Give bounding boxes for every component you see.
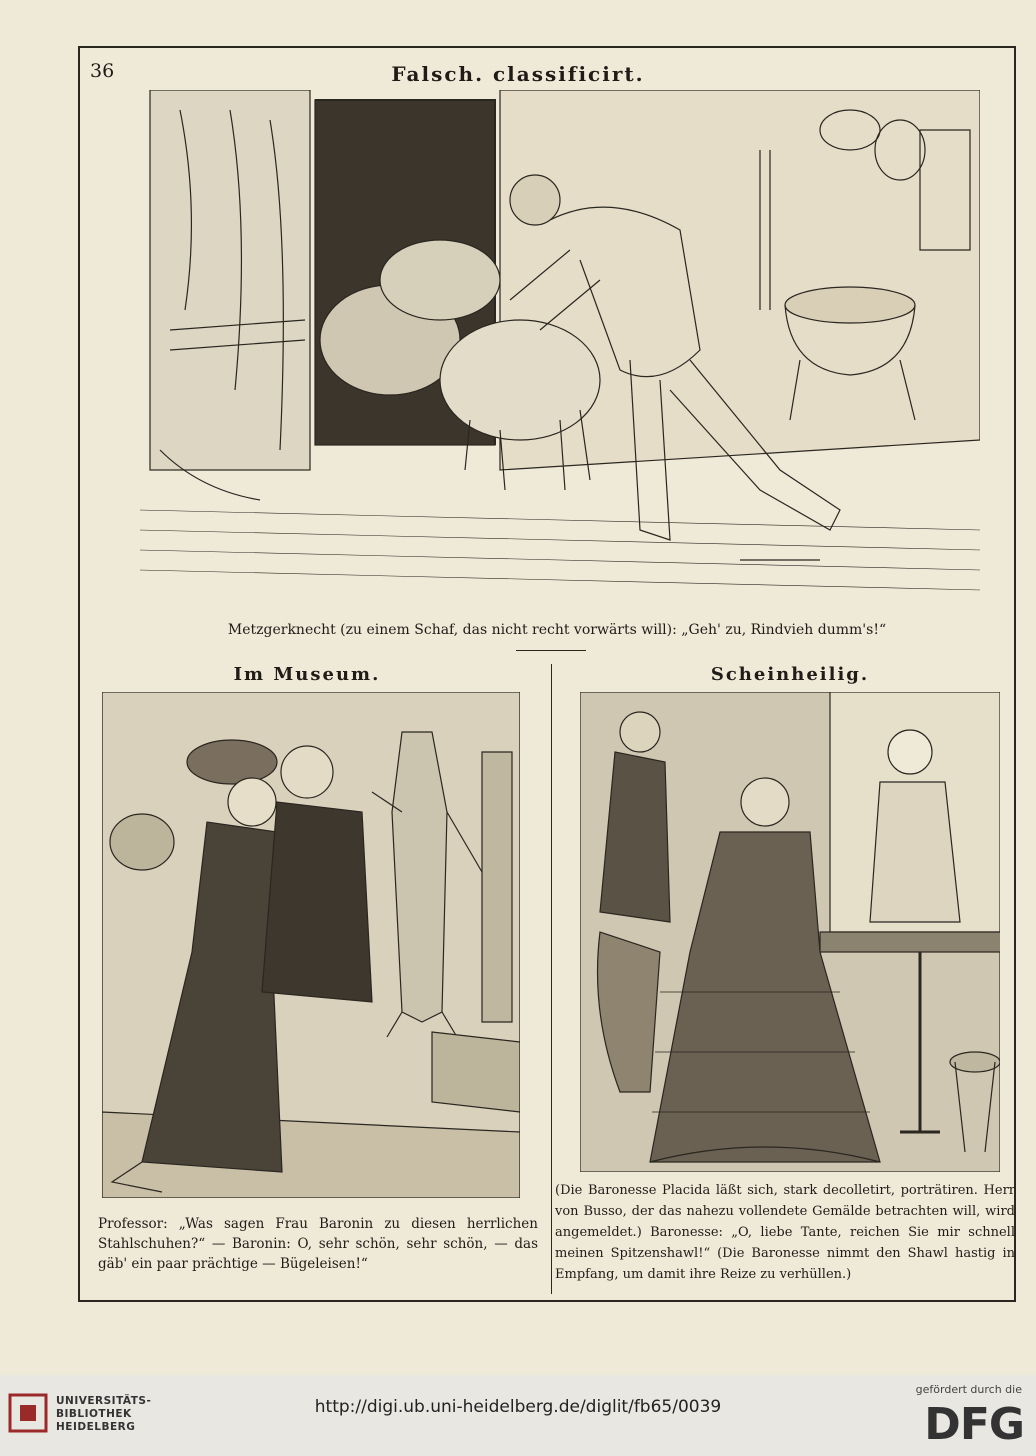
library-name-line3: HEIDELBERG [56,1421,136,1433]
portrait-studio-illustration [580,692,1000,1172]
funded-by-label: gefördert durch die [915,1383,1022,1396]
schein-cartoon-title: Scheinheilig. [710,664,870,685]
library-name-line1: UNIVERSITÄTS- [56,1395,152,1407]
museum-illustration [102,692,520,1198]
digitization-footer [0,1375,1036,1456]
schein-cartoon-caption: (Die Baronesse Placida läßt sich, stark decolletirt, porträtiren. Herr von Busso, der das nahezu vollendete Gemälde betrachten will, wird angemeldet.) Baronesse: „O, liebe Tante, reichen Sie mir schnell meinen Spitzenshawl!“ (Die Baronesse nimmt den Shawl hastig in Empfang, um damit ihre Reize zu verhüllen.) [555,1183,1015,1282]
main-cartoon-title: Falsch. classificirt. [391,62,645,86]
portrait-studio-engraving-icon [580,692,1000,1172]
butcher-with-sheep-engraving-icon [140,90,980,605]
museum-armour-engraving-icon [102,692,520,1198]
main-cartoon-caption: Metzgerknecht (zu einem Schaf, das nicht recht vorwärts will): „Geh' zu, Rindvieh dumm's!“ [227,622,887,638]
library-name-line2: BIBLIOTHEK [56,1408,132,1420]
museum-cartoon-caption: Professor: „Was sagen Frau Baronin zu diesen herrlichen Stahlschuhen?“ — Baronin: O, sehr schön, sehr schön, — das gäb' ein paar prächtige — Bügeleisen!“ [98,1216,538,1272]
dfg-logo: DFG [924,1399,1024,1450]
separator-rule [516,650,586,651]
butcher-with-sheep-illustration [140,90,980,605]
column-divider [551,664,552,1294]
museum-cartoon-title: Im Museum. [233,664,381,685]
permalink-url[interactable]: http://digi.ub.uni-heidelberg.de/diglit/fb65/0039 [314,1397,722,1417]
page-number: 36 [90,60,115,82]
